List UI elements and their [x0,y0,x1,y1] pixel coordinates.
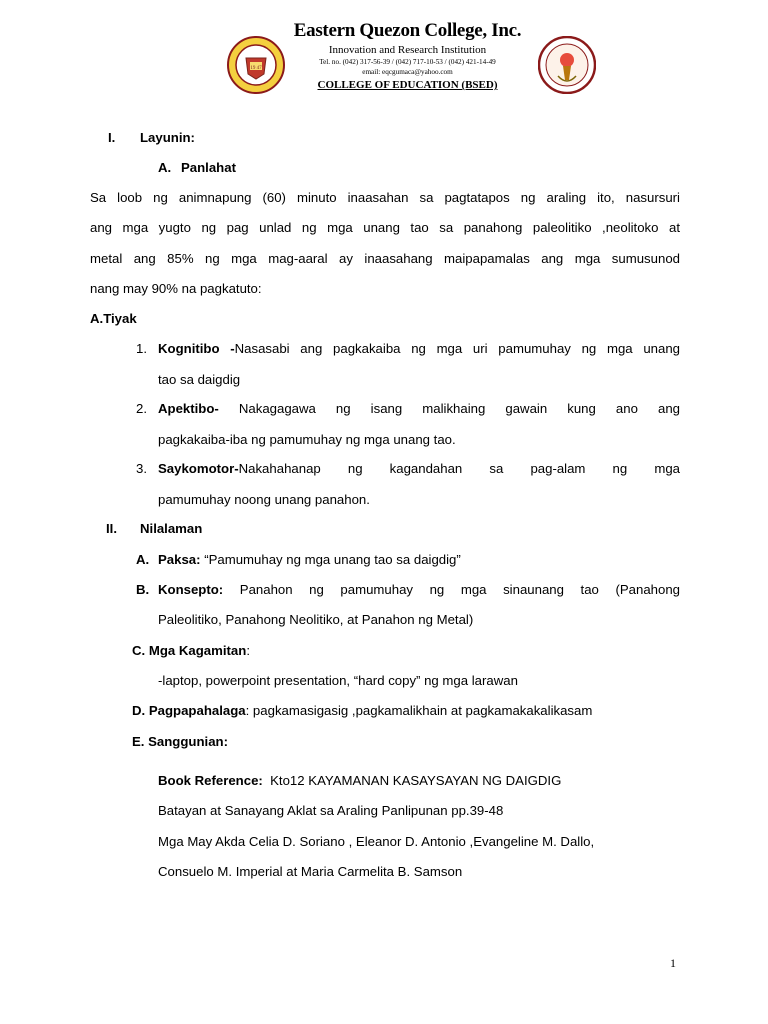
kagamitan-colon: : [246,643,250,658]
reference-line-3: Consuelo M. Imperial at Maria Carmelita B. Samson [158,864,463,879]
pagpapahalaga-line [132,703,592,718]
paragraph-line-3: metal ang 85% ng mga mag-aaral ay inaasahang maipapamalas ang mga sumusunod [90,251,680,266]
konsepto-line-1 [158,582,680,597]
objective-2-line-2: pagkakaiba-iba ng pamumuhay ng mga unang tao. [158,432,456,447]
email-address: email: eqcgumaca@yahoo.com [362,68,453,76]
pagpapahalaga-text: : pagkamasigasig ,pagkamalikhain at pagkamakakalikasam [245,703,593,718]
book-reference-label: Book Reference: [158,773,263,788]
objective-1-text: Nasasabi ang pagkakaiba ng mga uri pamumuhay ng mga unang [234,341,680,356]
institution-name: Eastern Quezon College, Inc. [293,20,522,41]
paksa-term: Paksa: [158,552,201,567]
page-number: 1 [670,956,676,970]
objective-3-line-1 [158,461,680,476]
section-1-numeral: I. [108,130,116,145]
college-name: COLLEGE OF EDUCATION (BSED) [317,79,498,91]
objective-2-term: Apektibo- [158,401,219,416]
objective-3-line-2: pamumuhay noong unang panahon. [158,492,370,507]
pagpapahalaga-term: D. Pagpapahalaga [132,703,246,718]
paragraph-line-1: Sa loob ng animnapung (60) minuto inaasahan sa pagtatapos ng araling ito, nasursuri [90,190,680,205]
sanggunian-term: E. Sanggunian: [132,734,228,749]
kagamitan-line [132,643,250,658]
objective-1-line-2: tao sa daigdig [158,372,241,387]
institution-subtitle: Innovation and Research Institution [328,44,487,56]
telephone-numbers: Tel. no. (042) 317-56-39 / (042) 717-10-53 / (042) 421-14-49 [319,58,496,66]
book-reference-line [158,773,561,788]
kagamitan-term: C. Mga Kagamitan [132,643,247,658]
objective-2-text: Nakagagawa ng isang malikhaing gawain kung ano ang [218,401,680,416]
subsection-a-title: Panlahat [181,160,236,175]
book-reference-title: Kto12 KAYAMANAN KASAYSAYAN NG DAIGDIG [262,773,562,788]
reference-line-2: Mga May Akda Celia D. Soriano , Eleanor D. Antonio ,Evangeline M. Dallo, [158,834,595,849]
section-2-title: Nilalaman [140,521,203,536]
paragraph-line-4: nang may 90% na pagkatuto: [90,281,262,296]
objective-1-line-1 [158,341,680,356]
svg-text:19 47: 19 47 [250,66,262,71]
letterhead [215,18,600,106]
section-1-title: Layunin: [140,130,195,145]
konsepto-term: Konsepto: [158,582,224,597]
paksa-label: A. [136,552,150,567]
konsepto-label: B. [136,582,150,597]
objective-3-text: Nakahahanap ng kagandahan sa pag-alam ng mga [238,461,680,476]
paragraph-line-2: ang mga yugto ng pag unlad ng mga unang tao sa panahong paleolitiko ,neolitoko at [90,220,680,235]
objective-1-term: Kognitibo - [158,341,235,356]
subsection-a-label: A. [158,160,172,175]
konsepto-text: Panahon ng pamumuhay ng mga sinaunang tao (Panahong [223,582,680,597]
objective-3-term: Saykomotor- [158,461,239,476]
kagamitan-text: -laptop, powerpoint presentation, “hard copy” ng mga larawan [158,673,518,688]
tiyak-title: A.Tiyak [90,311,137,326]
reference-line-1: Batayan at Sanayang Aklat sa Araling Panlipunan pp.39-48 [158,803,504,818]
paksa-text: “Pamumuhay ng mga unang tao sa daigdig” [200,552,461,567]
paksa-line [158,552,461,567]
objective-2-number: 2. [136,401,147,416]
objective-1-number: 1. [136,341,147,356]
section-2-numeral: II. [106,521,117,536]
objective-3-number: 3. [136,461,147,476]
konsepto-line-2: Paleolitiko, Panahong Neolitiko, at Panahon ng Metal) [158,612,474,627]
objective-2-line-1 [158,401,680,416]
